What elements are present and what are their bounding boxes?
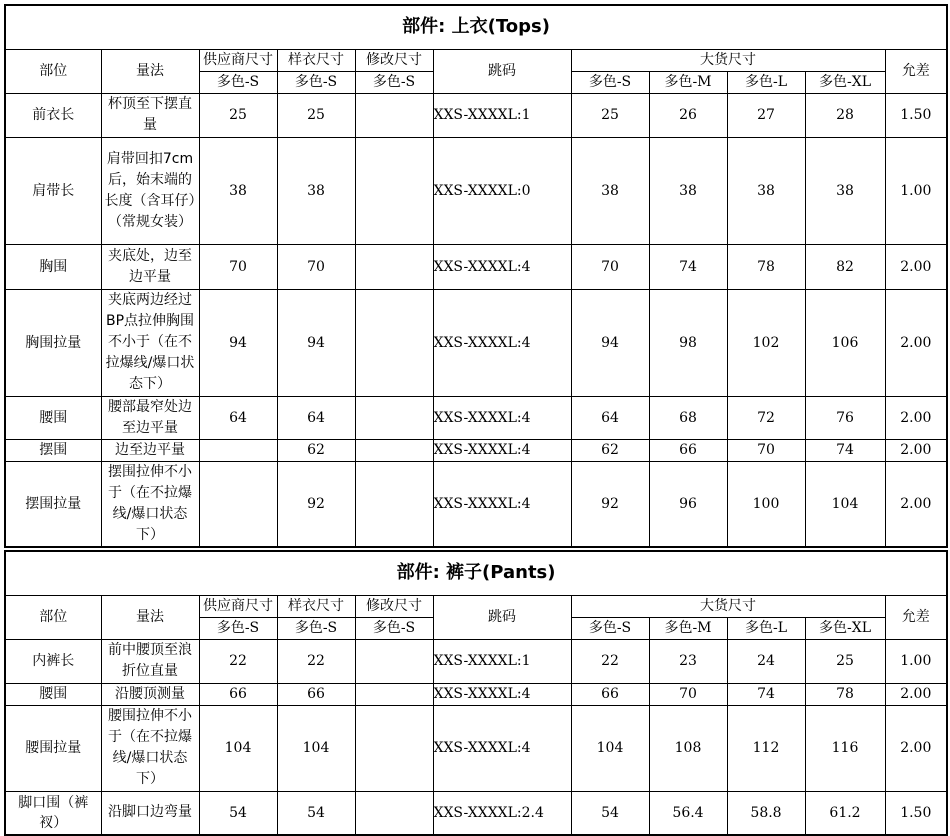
- row-size-s: 94: [571, 289, 649, 396]
- row-supplier: 70: [199, 244, 277, 289]
- row-part: 胸围: [5, 244, 101, 289]
- row-supplier: 38: [199, 137, 277, 244]
- row-revised: [355, 396, 433, 439]
- row-size-m: 56.4: [649, 791, 727, 835]
- header-revised-size: 多色-S: [355, 617, 433, 639]
- row-method: 摆围拉伸不小于（在不拉爆线/爆口状态下）: [101, 461, 199, 547]
- row-grade: XXS-XXXXL:4: [433, 683, 571, 705]
- header-supplier-size: 多色-S: [199, 71, 277, 93]
- row-revised: [355, 791, 433, 835]
- row-revised: [355, 461, 433, 547]
- row-size-m: 98: [649, 289, 727, 396]
- row-part: 脚口围（裤衩）: [5, 791, 101, 835]
- row-size-l: 70: [727, 439, 805, 461]
- header-bulk-s: 多色-S: [571, 71, 649, 93]
- row-size-s: 104: [571, 705, 649, 791]
- row-sample: 70: [277, 244, 355, 289]
- header-sample: 样衣尺寸: [277, 595, 355, 617]
- row-part: 内裤长: [5, 639, 101, 683]
- row-method: 腰部最窄处边至边平量: [101, 396, 199, 439]
- header-bulk: 大货尺寸: [571, 595, 885, 617]
- row-size-xl: 78: [805, 683, 885, 705]
- row-size-l: 24: [727, 639, 805, 683]
- row-size-s: 62: [571, 439, 649, 461]
- row-size-m: 68: [649, 396, 727, 439]
- row-size-m: 96: [649, 461, 727, 547]
- header-bulk-m: 多色-M: [649, 71, 727, 93]
- row-size-s: 54: [571, 791, 649, 835]
- row-tolerance: 1.00: [885, 639, 947, 683]
- row-part: 前衣长: [5, 93, 101, 137]
- row-sample: 94: [277, 289, 355, 396]
- row-method: 沿脚口边弯量: [101, 791, 199, 835]
- row-size-xl: 38: [805, 137, 885, 244]
- row-supplier: 94: [199, 289, 277, 396]
- row-size-s: 38: [571, 137, 649, 244]
- row-method: 杯顶至下摆直量: [101, 93, 199, 137]
- row-size-xl: 76: [805, 396, 885, 439]
- table-row: [5, 461, 947, 547]
- row-size-l: 72: [727, 396, 805, 439]
- row-grade: XXS-XXXXL:4: [433, 289, 571, 396]
- row-sample: 62: [277, 439, 355, 461]
- row-grade: XXS-XXXXL:1: [433, 639, 571, 683]
- header-grade: 跳码: [433, 595, 571, 639]
- row-sample: 66: [277, 683, 355, 705]
- table-row: [5, 396, 947, 439]
- row-part: 腰围: [5, 683, 101, 705]
- row-revised: [355, 93, 433, 137]
- header-tolerance: 允差: [885, 49, 947, 93]
- row-size-s: 25: [571, 93, 649, 137]
- row-method: 夹底处，边至边平量: [101, 244, 199, 289]
- header-tolerance: 允差: [885, 595, 947, 639]
- row-size-s: 64: [571, 396, 649, 439]
- row-revised: [355, 289, 433, 396]
- table-row: [5, 705, 947, 791]
- row-grade: XXS-XXXXL:4: [433, 461, 571, 547]
- header-method: 量法: [101, 595, 199, 639]
- header-revised: 修改尺寸: [355, 595, 433, 617]
- row-sample: 22: [277, 639, 355, 683]
- row-method: 肩带回扣7cm后，始末端的长度（含耳仔）（常规女装）: [101, 137, 199, 244]
- header-sample-size: 多色-S: [277, 71, 355, 93]
- table-row: [5, 439, 947, 461]
- row-size-m: 66: [649, 439, 727, 461]
- row-tolerance: 2.00: [885, 439, 947, 461]
- row-grade: XXS-XXXXL:4: [433, 244, 571, 289]
- table-row: [5, 683, 947, 705]
- header-supplier: 供应商尺寸: [199, 49, 277, 71]
- header-bulk-xl: 多色-XL: [805, 71, 885, 93]
- row-size-m: 108: [649, 705, 727, 791]
- row-supplier: 66: [199, 683, 277, 705]
- row-method: 前中腰顶至浪折位直量: [101, 639, 199, 683]
- row-sample: 104: [277, 705, 355, 791]
- row-grade: XXS-XXXXL:4: [433, 705, 571, 791]
- row-grade: XXS-XXXXL:0: [433, 137, 571, 244]
- row-revised: [355, 137, 433, 244]
- row-revised: [355, 439, 433, 461]
- row-size-l: 112: [727, 705, 805, 791]
- row-size-xl: 104: [805, 461, 885, 547]
- row-method: 边至边平量: [101, 439, 199, 461]
- row-size-m: 38: [649, 137, 727, 244]
- row-supplier: 22: [199, 639, 277, 683]
- row-tolerance: 2.00: [885, 396, 947, 439]
- row-part: 腰围: [5, 396, 101, 439]
- row-size-xl: 116: [805, 705, 885, 791]
- header-supplier: 供应商尺寸: [199, 595, 277, 617]
- row-size-s: 66: [571, 683, 649, 705]
- row-size-l: 102: [727, 289, 805, 396]
- row-revised: [355, 244, 433, 289]
- row-size-l: 100: [727, 461, 805, 547]
- header-grade: 跳码: [433, 49, 571, 93]
- tops-title: 部件: 上衣(Tops): [5, 5, 947, 49]
- row-sample: 54: [277, 791, 355, 835]
- row-tolerance: 2.00: [885, 244, 947, 289]
- row-supplier: [199, 439, 277, 461]
- row-part: 胸围拉量: [5, 289, 101, 396]
- header-sample: 样衣尺寸: [277, 49, 355, 71]
- header-bulk-m: 多色-M: [649, 617, 727, 639]
- row-part: 摆围: [5, 439, 101, 461]
- header-bulk-l: 多色-L: [727, 617, 805, 639]
- row-grade: XXS-XXXXL:4: [433, 396, 571, 439]
- row-grade: XXS-XXXXL:1: [433, 93, 571, 137]
- row-size-m: 26: [649, 93, 727, 137]
- row-tolerance: 1.00: [885, 137, 947, 244]
- row-sample: 38: [277, 137, 355, 244]
- header-supplier-size: 多色-S: [199, 617, 277, 639]
- row-tolerance: 2.00: [885, 289, 947, 396]
- row-tolerance: 2.00: [885, 705, 947, 791]
- table-row: [5, 639, 947, 683]
- table-row: [5, 791, 947, 835]
- row-size-l: 78: [727, 244, 805, 289]
- header-sample-size: 多色-S: [277, 617, 355, 639]
- row-part: 腰围拉量: [5, 705, 101, 791]
- row-size-l: 27: [727, 93, 805, 137]
- row-supplier: 104: [199, 705, 277, 791]
- tops-spec-table: [4, 4, 948, 548]
- row-supplier: 54: [199, 791, 277, 835]
- header-bulk: 大货尺寸: [571, 49, 885, 71]
- row-revised: [355, 683, 433, 705]
- header-revised: 修改尺寸: [355, 49, 433, 71]
- row-revised: [355, 705, 433, 791]
- header-part: 部位: [5, 49, 101, 93]
- row-size-s: 92: [571, 461, 649, 547]
- header-revised-size: 多色-S: [355, 71, 433, 93]
- row-size-xl: 61.2: [805, 791, 885, 835]
- header-bulk-l: 多色-L: [727, 71, 805, 93]
- row-tolerance: 2.00: [885, 683, 947, 705]
- row-tolerance: 2.00: [885, 461, 947, 547]
- row-size-s: 22: [571, 639, 649, 683]
- table-row: [5, 289, 947, 396]
- header-bulk-xl: 多色-XL: [805, 617, 885, 639]
- header-bulk-s: 多色-S: [571, 617, 649, 639]
- row-supplier: 25: [199, 93, 277, 137]
- pants-title: 部件: 裤子(Pants): [5, 551, 947, 595]
- row-supplier: 64: [199, 396, 277, 439]
- row-size-xl: 25: [805, 639, 885, 683]
- row-method: 腰围拉伸不小于（在不拉爆线/爆口状态下）: [101, 705, 199, 791]
- row-grade: XXS-XXXXL:2.4: [433, 791, 571, 835]
- row-sample: 64: [277, 396, 355, 439]
- row-revised: [355, 639, 433, 683]
- row-size-l: 74: [727, 683, 805, 705]
- row-size-l: 58.8: [727, 791, 805, 835]
- row-part: 肩带长: [5, 137, 101, 244]
- row-sample: 25: [277, 93, 355, 137]
- row-sample: 92: [277, 461, 355, 547]
- row-size-m: 23: [649, 639, 727, 683]
- row-size-m: 74: [649, 244, 727, 289]
- row-size-xl: 82: [805, 244, 885, 289]
- header-method: 量法: [101, 49, 199, 93]
- row-size-l: 38: [727, 137, 805, 244]
- row-size-xl: 74: [805, 439, 885, 461]
- row-method: 夹底两边经过BP点拉伸胸围不小于（在不拉爆线/爆口状态下）: [101, 289, 199, 396]
- row-method: 沿腰顶测量: [101, 683, 199, 705]
- table-row: [5, 244, 947, 289]
- row-tolerance: 1.50: [885, 791, 947, 835]
- row-part: 摆围拉量: [5, 461, 101, 547]
- row-size-m: 70: [649, 683, 727, 705]
- row-size-xl: 106: [805, 289, 885, 396]
- row-tolerance: 1.50: [885, 93, 947, 137]
- table-row: [5, 137, 947, 244]
- row-grade: XXS-XXXXL:4: [433, 439, 571, 461]
- pants-spec-table: [4, 550, 948, 836]
- header-part: 部位: [5, 595, 101, 639]
- row-size-s: 70: [571, 244, 649, 289]
- row-supplier: [199, 461, 277, 547]
- row-size-xl: 28: [805, 93, 885, 137]
- table-row: [5, 93, 947, 137]
